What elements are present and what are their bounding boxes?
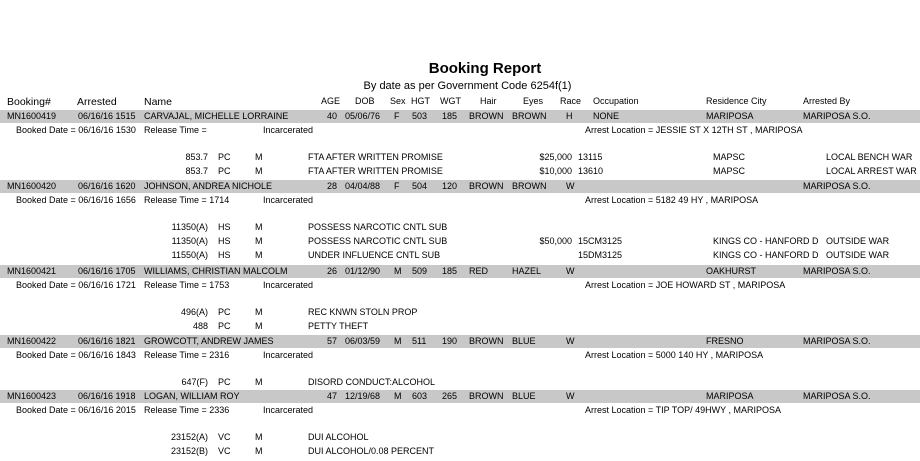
custody-status: Incarcerated bbox=[263, 280, 314, 290]
charge-type: VC bbox=[218, 446, 231, 456]
charge-description: POSSESS NARCOTIC CNTL SUB bbox=[308, 236, 448, 246]
weight: 185 bbox=[442, 266, 458, 276]
case-number: 13115 bbox=[578, 152, 603, 162]
person-name: LOGAN, WILLIAM ROY bbox=[144, 391, 240, 401]
race: W bbox=[566, 266, 575, 276]
hair: BROWN bbox=[469, 181, 504, 191]
record-bar bbox=[0, 180, 920, 193]
charge-code: 11550(A) bbox=[171, 250, 208, 260]
hair: RED bbox=[469, 266, 489, 276]
record-bar bbox=[0, 390, 920, 403]
charge-description: DISORD CONDUCT:ALCOHOL bbox=[308, 377, 436, 387]
person-name: JOHNSON, ANDREA NICHOLE bbox=[144, 181, 273, 191]
charge-description: DUI ALCOHOL/0.08 PERCENT bbox=[308, 446, 435, 456]
sex: M bbox=[394, 266, 402, 276]
charge-description: POSSESS NARCOTIC CNTL SUB bbox=[308, 222, 448, 232]
person-name: CARVAJAL, MICHELLE LORRAINE bbox=[144, 111, 289, 121]
court: KINGS CO - HANFORD D bbox=[713, 250, 819, 260]
charge-type: PC bbox=[218, 166, 231, 176]
charge-code: 23152(A) bbox=[170, 432, 208, 442]
booked-date: Booked Date = 06/16/16 1721 bbox=[16, 280, 136, 290]
record-bar bbox=[0, 265, 920, 278]
sex: F bbox=[394, 181, 400, 191]
sex: F bbox=[394, 111, 400, 121]
report-title: Booking Report bbox=[428, 60, 542, 77]
charge-description: REC KNWN STOLN PROP bbox=[308, 307, 418, 317]
charge-type: HS bbox=[218, 250, 231, 260]
charge-level: M bbox=[255, 321, 263, 331]
header-hgt: HGT bbox=[411, 96, 430, 106]
charge-level: M bbox=[255, 432, 263, 442]
arrest-location: Arrest Location = TIP TOP/ 49HWY , MARIPOSA bbox=[585, 405, 781, 415]
release-time: Release Time = 1753 bbox=[144, 280, 230, 290]
release-time: Release Time = 1714 bbox=[144, 195, 230, 205]
header-name: Name bbox=[144, 96, 173, 108]
bail-amount: $10,000 bbox=[539, 166, 572, 176]
weight: 190 bbox=[442, 336, 458, 346]
bail-amount: $50,000 bbox=[539, 236, 572, 246]
case-number: 15CM3125 bbox=[578, 236, 623, 246]
age: 26 bbox=[326, 266, 337, 276]
booking-number: MN1600420 bbox=[7, 181, 57, 191]
warrant-type: LOCAL ARREST WAR bbox=[826, 166, 917, 176]
person-name: WILLIAMS, CHRISTIAN MALCOLM bbox=[144, 266, 288, 276]
height: 509 bbox=[412, 266, 428, 276]
residence-city: MARIPOSA bbox=[706, 111, 754, 121]
age: 57 bbox=[326, 336, 337, 346]
charge-level: M bbox=[255, 166, 263, 176]
arrested-by: MARIPOSA S.O. bbox=[803, 266, 871, 276]
race: W bbox=[566, 336, 575, 346]
court: KINGS CO - HANFORD D bbox=[713, 236, 819, 246]
arrest-location: Arrest Location = JESSIE ST X 12TH ST , MARIPOSA bbox=[585, 125, 803, 135]
arrested-by: MARIPOSA S.O. bbox=[803, 111, 871, 121]
sex: M bbox=[394, 391, 402, 401]
header-arrested: Arrested bbox=[77, 96, 117, 108]
residence-city: FRESNO bbox=[706, 336, 744, 346]
charge-type: HS bbox=[218, 222, 231, 232]
booking-number: MN1600419 bbox=[7, 111, 57, 121]
charge-level: M bbox=[255, 222, 263, 232]
header-residence-city: Residence City bbox=[706, 96, 767, 106]
race: W bbox=[566, 391, 575, 401]
case-number: 13610 bbox=[578, 166, 604, 176]
height: 511 bbox=[412, 336, 427, 346]
residence-city: MARIPOSA bbox=[706, 391, 754, 401]
age: 47 bbox=[326, 391, 337, 401]
charge-description: PETTY THEFT bbox=[308, 321, 369, 331]
booking-number: MN1600423 bbox=[7, 391, 57, 401]
eyes: BLUE bbox=[512, 336, 536, 346]
charge-type: VC bbox=[218, 432, 231, 442]
dob: 05/06/76 bbox=[345, 111, 381, 121]
release-time: Release Time = bbox=[144, 125, 207, 135]
weight: 185 bbox=[442, 111, 458, 121]
warrant-type: OUTSIDE WAR bbox=[826, 236, 890, 246]
age: 28 bbox=[326, 181, 337, 191]
arrested-datetime: 06/16/16 1705 bbox=[78, 266, 136, 276]
header-booking: Booking# bbox=[7, 96, 51, 108]
charge-code: 853.7 bbox=[185, 166, 208, 176]
arrested-datetime: 06/16/16 1620 bbox=[78, 181, 136, 191]
header-arrested-by: Arrested By bbox=[803, 96, 851, 106]
eyes: BROWN bbox=[512, 181, 547, 191]
bail-amount: $25,000 bbox=[539, 152, 572, 162]
height: 503 bbox=[412, 111, 428, 121]
header-hair: Hair bbox=[480, 96, 497, 106]
custody-status: Incarcerated bbox=[263, 350, 314, 360]
charge-code: 647(F) bbox=[181, 377, 208, 387]
age: 40 bbox=[326, 111, 337, 121]
charge-description: UNDER INFLUENCE CNTL SUB bbox=[308, 250, 441, 260]
charge-code: 23152(B) bbox=[170, 446, 208, 456]
release-time: Release Time = 2316 bbox=[144, 350, 230, 360]
header-occupation: Occupation bbox=[593, 96, 639, 106]
booked-date: Booked Date = 06/16/16 1530 bbox=[16, 125, 136, 135]
person-name: GROWCOTT, ANDREW JAMES bbox=[144, 336, 274, 346]
release-time: Release Time = 2336 bbox=[144, 405, 230, 415]
arrested-by: MARIPOSA S.O. bbox=[803, 391, 871, 401]
arrested-datetime: 06/16/16 1515 bbox=[78, 111, 136, 121]
custody-status: Incarcerated bbox=[263, 125, 314, 135]
weight: 265 bbox=[442, 391, 458, 401]
hair: BROWN bbox=[469, 111, 504, 121]
charge-level: M bbox=[255, 152, 263, 162]
charge-level: M bbox=[255, 236, 263, 246]
booking-number: MN1600422 bbox=[7, 336, 57, 346]
charge-type: PC bbox=[218, 307, 231, 317]
booked-date: Booked Date = 06/16/16 1843 bbox=[16, 350, 136, 360]
charge-level: M bbox=[255, 377, 263, 387]
header-wgt: WGT bbox=[440, 96, 461, 106]
charge-level: M bbox=[255, 446, 263, 456]
charge-description: DUI ALCOHOL bbox=[308, 432, 369, 442]
court: MAPSC bbox=[713, 166, 746, 176]
dob: 06/03/59 bbox=[345, 336, 381, 346]
dob: 12/19/68 bbox=[345, 391, 381, 401]
court: MAPSC bbox=[713, 152, 746, 162]
booking-number: MN1600421 bbox=[7, 266, 57, 276]
charge-code: 11350(A) bbox=[171, 236, 208, 246]
booked-date: Booked Date = 06/16/16 2015 bbox=[16, 405, 136, 415]
charge-code: 488 bbox=[192, 321, 208, 331]
arrested-by: MARIPOSA S.O. bbox=[803, 181, 871, 191]
arrested-datetime: 06/16/16 1821 bbox=[78, 336, 136, 346]
dob: 01/12/90 bbox=[345, 266, 381, 276]
charge-type: HS bbox=[218, 236, 231, 246]
hair: BROWN bbox=[469, 336, 504, 346]
warrant-type: OUTSIDE WAR bbox=[826, 250, 890, 260]
header-race: Race bbox=[560, 96, 582, 106]
charge-description: FTA AFTER WRITTEN PROMISE bbox=[308, 166, 443, 176]
weight: 120 bbox=[442, 181, 458, 191]
arrest-location: Arrest Location = 5000 140 HY , MARIPOSA bbox=[585, 350, 764, 360]
arrest-location: Arrest Location = JOE HOWARD ST , MARIPOSA bbox=[585, 280, 786, 290]
race: H bbox=[566, 111, 573, 121]
custody-status: Incarcerated bbox=[263, 405, 314, 415]
eyes: HAZEL bbox=[512, 266, 542, 276]
arrested-by: MARIPOSA S.O. bbox=[803, 336, 871, 346]
charge-code: 496(A) bbox=[180, 307, 208, 317]
custody-status: Incarcerated bbox=[263, 195, 314, 205]
booked-date: Booked Date = 06/16/16 1656 bbox=[16, 195, 136, 205]
case-number: 15DM3125 bbox=[578, 250, 623, 260]
height: 603 bbox=[412, 391, 428, 401]
charge-code: 11350(A) bbox=[171, 222, 208, 232]
sex: M bbox=[394, 336, 402, 346]
header-eyes: Eyes bbox=[523, 96, 544, 106]
header-sex: Sex bbox=[390, 96, 406, 106]
eyes: BROWN bbox=[512, 111, 547, 121]
residence-city: OAKHURST bbox=[706, 266, 757, 276]
charge-code: 853.7 bbox=[185, 152, 208, 162]
race: W bbox=[566, 181, 575, 191]
record-bar bbox=[0, 110, 920, 123]
header-age: AGE bbox=[321, 96, 341, 106]
arrest-location: Arrest Location = 5182 49 HY , MARIPOSA bbox=[585, 195, 759, 205]
charge-type: PC bbox=[218, 321, 231, 331]
report-subtitle: By date as per Government Code 6254f(1) bbox=[363, 80, 572, 92]
height: 504 bbox=[412, 181, 428, 191]
warrant-type: LOCAL BENCH WAR bbox=[826, 152, 913, 162]
header-dob: DOB bbox=[355, 96, 375, 106]
eyes: BLUE bbox=[512, 391, 536, 401]
record-bar bbox=[0, 335, 920, 348]
dob: 04/04/88 bbox=[345, 181, 381, 191]
charge-description: FTA AFTER WRITTEN PROMISE bbox=[308, 152, 443, 162]
charge-level: M bbox=[255, 250, 263, 260]
charge-type: PC bbox=[218, 377, 231, 387]
charge-level: M bbox=[255, 307, 263, 317]
arrested-datetime: 06/16/16 1918 bbox=[78, 391, 136, 401]
occupation: NONE bbox=[593, 111, 620, 121]
hair: BROWN bbox=[469, 391, 504, 401]
charge-type: PC bbox=[218, 152, 231, 162]
